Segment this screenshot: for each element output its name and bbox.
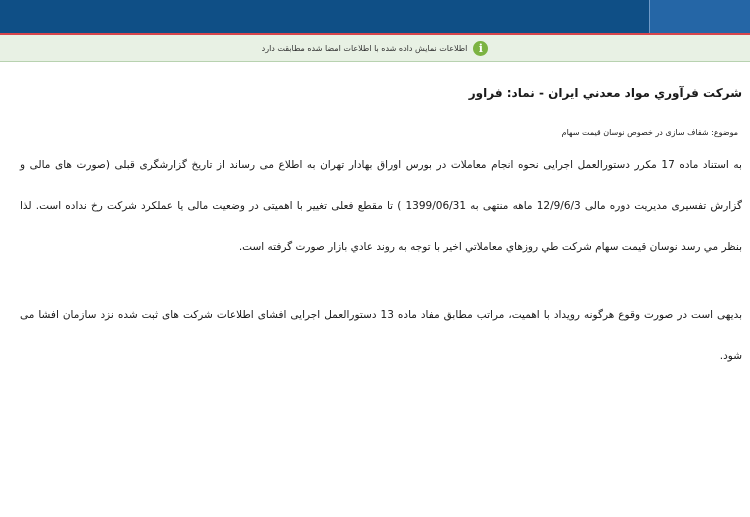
verification-notice-bar <box>0 35 750 62</box>
info-icon: i <box>473 41 488 56</box>
header-accent-block <box>649 0 750 33</box>
top-header-bar <box>0 0 750 33</box>
document-paragraph-1: به استناد ماده 17 مکرر دستورالعمل اجرایی نحوه انجام معاملات در بورس اوراق بهادار تهران به اطلاع می رساند از تاریخ گزارشگری قبلی (صورت های مالی و گزارش تفسیری مدیریت دوره مالی 12/9/6/3 ماهه منتهی به 1399/06/31 ) تا مقطع فعلی تغییر با اهمیتی در وضعیت مالی یا عملکرد شرکت رخ نداده است. لذا بنظر مي رسد نوسان قيمت سهام شركت طي روزهاي معاملاتي اخير با توجه به روند عادي بازار صورت گرفته است. <box>20 159 742 253</box>
document-paragraph-2: بدیهی است در صورت وقوع هرگونه رویداد با اهمیت، مراتب مطابق مفاد ماده 13 دستورالعمل اجرایی افشای اطلاعات شرکت های ثبت شده نزد سازمان افشا می شود. <box>20 309 743 362</box>
document-subject: موضوع: شفاف سازی در خصوص نوسان قیمت سهام <box>561 128 738 137</box>
verification-notice-text: اطلاعات نمایش داده شده با اطلاعات امضا شده مطابقت دارد <box>261 43 468 53</box>
document-title: شرکت فرآوري مواد معدني ايران - نماد: فراور <box>468 86 742 100</box>
document-body <box>20 76 742 377</box>
